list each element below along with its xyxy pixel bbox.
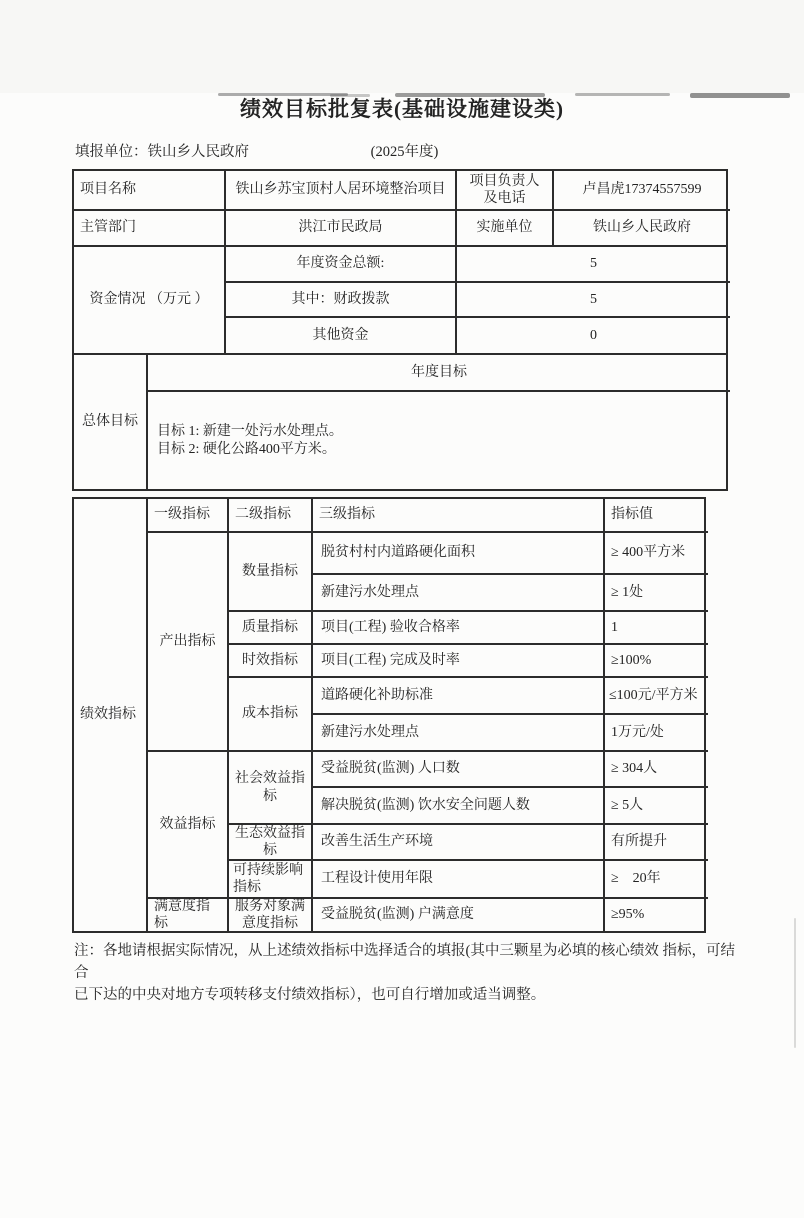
funding-total-value-cell: 5: [457, 247, 730, 283]
impl-label-cell: 实施单位: [457, 211, 554, 245]
funding-total-label-cell: 年度资金总额:: [226, 247, 457, 283]
leader-label-cell: 项目负责人及电话: [457, 171, 554, 211]
sustainable-impact-group-cell: 可持续影响指标: [229, 861, 313, 899]
funding-fiscal-label-cell: 其中：财政拨款: [226, 283, 457, 318]
scan-artifact: [794, 918, 796, 1048]
scanned-document-page: [0, 93, 804, 1218]
satisfaction-indicator-group-cell: 满意度指标: [148, 899, 229, 931]
benefit-indicator-group-cell: 效益指标: [148, 752, 229, 899]
output-indicator-group-cell: 产出指标: [148, 533, 229, 752]
overall-goal-label-cell: 总体目标: [74, 355, 148, 489]
indicator-name-cell: 工程设计使用年限: [313, 861, 605, 899]
social-benefit-group-cell: 社会效益指标: [229, 752, 313, 825]
footer-note-line-1: 注：各地请根据实际情况，从上述绩效指标中选择适合的填报(其中三颗星为必填的核心绩效 指标，可结合: [74, 943, 735, 981]
ecological-benefit-group-cell: 生态效益指标: [229, 825, 313, 861]
indicators-section-label-cell: 绩效指标: [74, 499, 148, 931]
quantity-indicator-group-cell: 数量指标: [229, 533, 313, 612]
indicator-name-cell: 受益脱贫(监测) 户满意度: [313, 899, 605, 931]
footer-note-line-2: 已下达的中央对地方专项转移支付绩效指标），也可自行增加或适当调整。: [74, 986, 546, 1003]
dept-label-cell: 主管部门: [74, 211, 226, 245]
indicator-name-cell: 脱贫村村内道路硬化面积: [313, 533, 605, 575]
indicator-name-cell: 新建污水处理点: [313, 715, 605, 752]
funding-other-value-cell: 0: [590, 327, 597, 343]
document-title: 绩效目标批复表(基础设施建设类): [240, 97, 564, 121]
indicator-value-cell: ≥ 304人: [605, 752, 708, 788]
header-level2-cell: 二级指标: [229, 499, 313, 533]
scan-artifact: [690, 93, 790, 98]
reporting-unit-label: 填报单位：铁山乡人民政府: [75, 144, 249, 160]
goal-line-1: 目标 1: 新建一处污水处理点。: [157, 424, 343, 439]
indicator-value-cell: ≥ 1处: [605, 575, 708, 612]
indicator-name-cell: 项目(工程) 验收合格率: [313, 612, 605, 645]
project-name-cell: 铁山乡苏宝顶村人居环境整治项目: [226, 171, 457, 211]
reporting-unit-line: [75, 140, 804, 161]
indicator-value-cell: ≥ 20年: [605, 861, 708, 899]
funding-table: [72, 245, 728, 355]
service-satisfaction-group-cell: 服务对象满意度指标: [229, 899, 313, 931]
indicator-value-cell: ≥ 5人: [605, 788, 708, 825]
indicator-value-cell: ≥100%: [605, 645, 708, 678]
funding-fiscal-value-cell: 5: [457, 283, 730, 318]
indicator-name-cell: 新建污水处理点: [313, 575, 605, 612]
project-name-label-cell: 项目名称: [74, 171, 226, 211]
goal-line-2: 目标 2: 硬化公路400平方米。: [157, 441, 336, 457]
report-year: (2025年度): [370, 144, 439, 160]
indicator-name-cell: 道路硬化补助标准: [313, 678, 605, 715]
header-level1-cell: 一级指标: [148, 499, 229, 533]
indicator-value-cell: ≤100元/平方米: [605, 678, 708, 715]
scan-artifact: [575, 93, 670, 96]
scan-artifact: [395, 93, 545, 97]
impl-value-cell: 铁山乡人民政府: [593, 220, 691, 236]
indicator-name-cell: 受益脱贫(监测) 人口数: [313, 752, 605, 788]
indicator-value-cell: 有所提升: [605, 825, 708, 861]
indicator-value-cell: 1: [605, 612, 708, 645]
annual-goal-content-cell: [148, 392, 730, 489]
scan-artifact: [330, 94, 370, 97]
basic-info-table: [72, 169, 728, 247]
indicator-value-cell: ≥ 400平方米: [605, 533, 708, 575]
leader-value-cell: 卢昌虎17374557599: [554, 171, 730, 211]
header-value-cell: 指标值: [605, 499, 708, 533]
indicator-value-cell: 1万元/处: [605, 715, 708, 752]
cost-indicator-group-cell: 成本指标: [229, 678, 313, 752]
funding-section-label-cell: 资金情况 （万元 ）: [74, 247, 226, 353]
indicator-value-cell: ≥95%: [611, 907, 645, 923]
indicator-name-cell: 解决脱贫(监测) 饮水安全问题人数: [313, 788, 605, 825]
timeliness-indicator-group-cell: 时效指标: [229, 645, 313, 678]
header-level3-cell: 三级指标: [313, 499, 605, 533]
annual-goal-header-cell: 年度目标: [148, 355, 730, 392]
indicators-table: [72, 497, 706, 933]
indicator-name-cell: 项目(工程) 完成及时率: [313, 645, 605, 678]
funding-other-label-cell: 其他资金: [226, 318, 457, 353]
dept-value-cell: 洪江市民政局: [226, 211, 457, 245]
scan-artifact: [218, 93, 348, 96]
footer-note: [74, 941, 746, 1006]
overall-goal-table: [72, 353, 728, 491]
indicator-name-cell: 改善生活生产环境: [313, 825, 605, 861]
quality-indicator-group-cell: 质量指标: [229, 612, 313, 645]
